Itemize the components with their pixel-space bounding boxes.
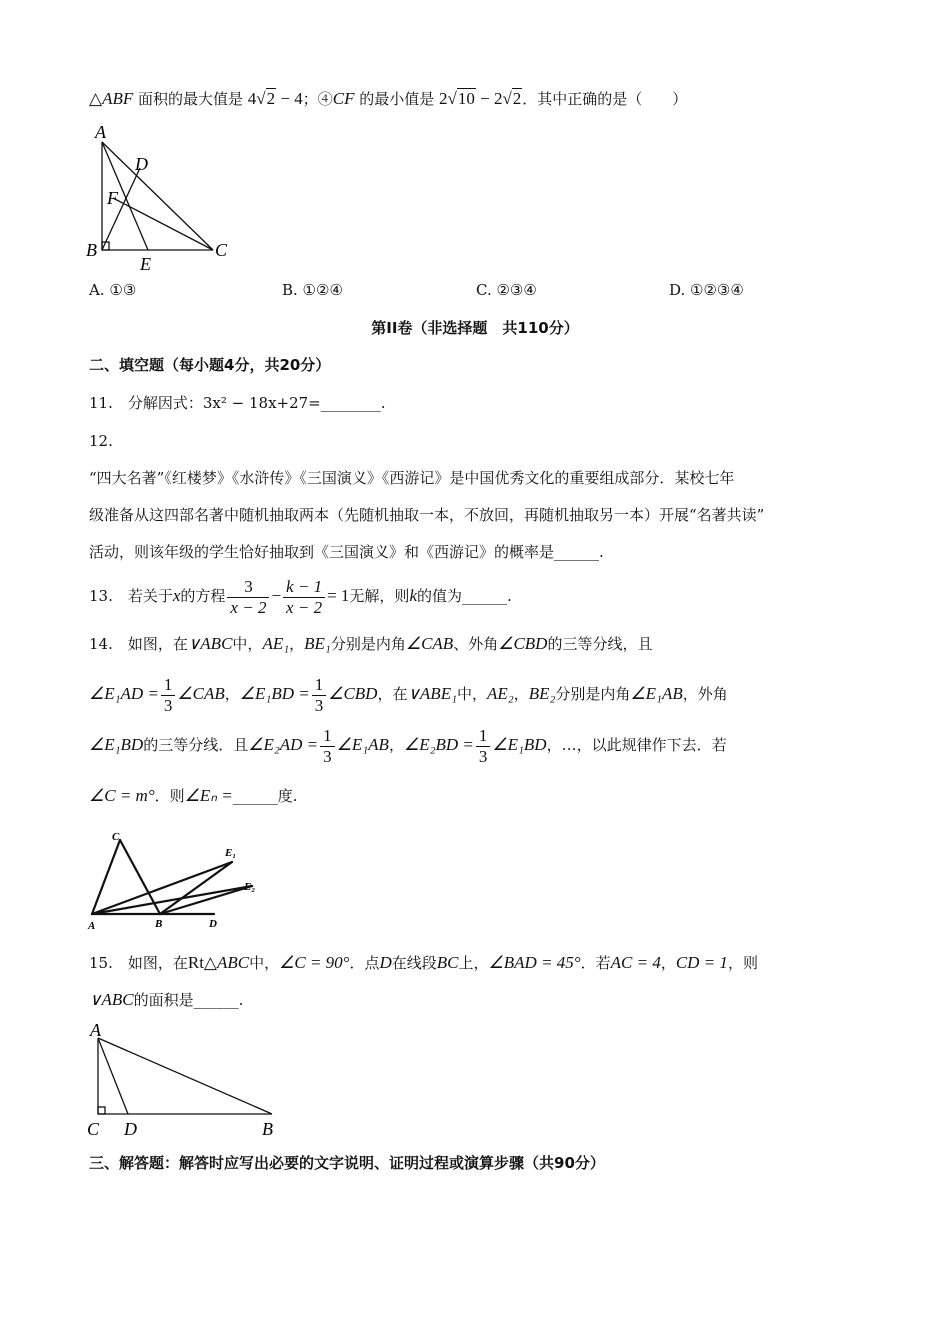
fig3-label-a: A [90,1020,101,1040]
top-line: △ABF 面积的最大值是 4√2 − 4；④CF 的最小值是 2√10 − 2√2．其中正确的是（ ） [89,89,688,108]
figure-2-trisectors [82,828,272,938]
q13: 13. 若关于x的方程 $\frac{3}{x - 2}$ − $\frac{k - 1}{x - 2}$ = 1无解，则k的值为______. [89,576,512,617]
q12-num: 12. [89,432,113,450]
part2-title: 第II卷（非选择题 共110分） [371,319,579,337]
q11: 11. 分解因式：3x² − 18x+27=________. [89,394,386,412]
fig1-label-f: F [107,188,118,208]
q13-fraction-1: $\frac{3}{x - 2}$ [227,577,269,618]
q14-line4: ∠C = m°．则∠Eₙ =______度. [89,786,298,805]
fig2-label-e2: E₂ [244,881,256,893]
section3-title: 三、解答题：解答时应写出必要的文字说明、证明过程或演算步骤（共90分） [89,1154,605,1172]
figure-3-right-triangle [80,1020,290,1140]
fig1-label-d: D [135,154,148,174]
fig2-label-e1: E₁ [225,847,237,859]
option-d[interactable]: D. ①②③④ [669,281,744,299]
fig2-label-c: C [112,831,120,843]
q14-line1: 14. 如图，在∨ABC中，AE₁，BE₁分别是内角∠CAB、外角∠CBD的三等分线，且 [89,634,653,653]
q12-line3: 活动，则该年级的学生恰好抽取到《三国演义》和《西游记》的概率是______. [89,543,604,561]
option-b[interactable]: B. ①②④ [282,281,343,299]
fig3-label-d: D [124,1119,137,1139]
fig3-label-c: C [87,1119,100,1139]
fig2-label-d: D [209,918,217,930]
fig1-label-a: A [95,122,106,142]
fig3-label-b: B [262,1119,273,1139]
fig2-label-a: A [88,920,96,932]
q13-fraction-2: $\frac{k - 1}{x - 2}$ [283,577,325,618]
fig1-label-b: B [86,240,97,260]
fig1-label-c: C [215,240,228,260]
fig2-label-b: B [155,918,163,930]
fig1-label-e: E [140,254,151,274]
q12-line2: 级准备从这四部名著中随机抽取两本（先随机抽取一本，不放回，再随机抽取另一本）开展“名著共读” [89,506,765,524]
q14-line3: ∠E₁BD的三等分线．且∠E₂AD = $\frac{1}{3}$ ∠E₁AB，∠E₂BD = $\frac{1}{3}$ ∠E₁BD，…，以此规律作下去．若 [89,725,727,766]
q15-line2: ∨ABC的面积是______. [89,990,244,1009]
figure-1-triangle [80,118,240,278]
q15-line1: 15. 如图，在Rt△ABC中，∠C = 90°．点D在线段BC上，∠BAD = 45°．若AC = 4，CD = 1，则 [89,953,758,972]
option-a[interactable]: A. ①③ [89,281,137,299]
section2-title: 二、填空题（每小题4分，共20分） [89,356,331,374]
option-c[interactable]: C. ②③④ [476,281,537,299]
q14-line2: ∠E₁AD = $\frac{1}{3}$ ∠CAB，∠E₁BD = $\frac{1}{3}$ ∠CBD，在∨ABE₁中，AE₂，BE₂分别是内角∠E₁AB，外角 [89,674,728,715]
q12-line1: “四大名著”《红楼梦》《水浒传》《三国演义》《西游记》是中国优秀文化的重要组成部分．某校七年 [89,469,735,487]
